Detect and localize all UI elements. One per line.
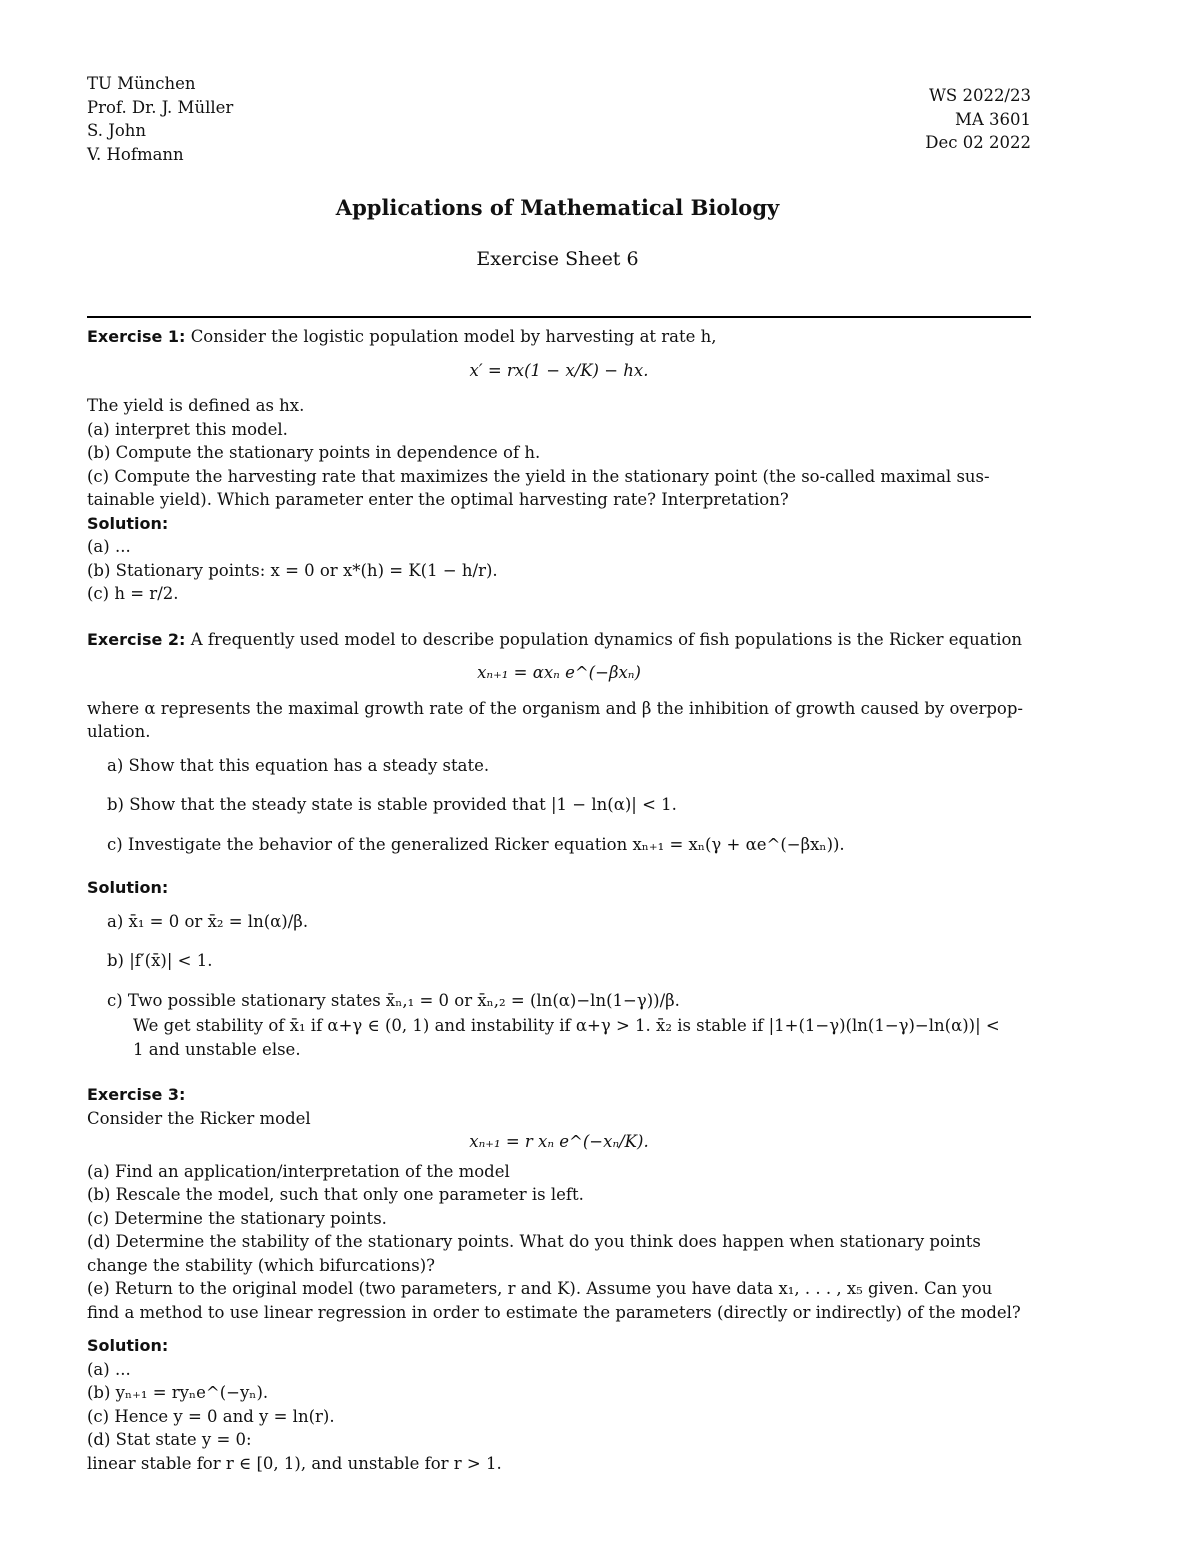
exercise-3-intro: Consider the Ricker model	[87, 1108, 311, 1128]
exercise-2-solution-item: b) |f′(x̄)| < 1.	[107, 951, 213, 970]
exercise-2-item: a) Show that this equation has a steady state.	[107, 755, 490, 775]
exercise-3-line: (a) Find an application/interpretation of the model	[87, 1161, 510, 1181]
exercise-1-solution-line: (b) Stationary points: x = 0 or x*(h) = K(1 − h/r).	[87, 560, 498, 580]
exercise-3-equation: xₙ₊₁ = r xₙ e^(−xₙ/K).	[469, 1132, 649, 1151]
exercise-content	[87, 325, 1031, 1475]
exercise-2-solution-item: a) x̄₁ = 0 or x̄₂ = ln(α)/β.	[107, 911, 309, 931]
exercise-2-heading: Exercise 2:	[87, 629, 186, 649]
exercise-2-solution-continued: 1 and unstable else.	[133, 1039, 301, 1059]
exercise-3-line: change the stability (which bifurcations)?	[87, 1255, 436, 1275]
exercise-3-heading: Exercise 3:	[87, 1085, 186, 1104]
exercise-3-solution-line: linear stable for r ∈ [0, 1), and unstable for r > 1.	[87, 1453, 502, 1473]
exercise-3-line: (b) Rescale the model, such that only one parameter is left.	[87, 1185, 584, 1204]
exercise-3-solution-line: (b) yₙ₊₁ = ryₙe^(−yₙ).	[87, 1383, 269, 1402]
exercise-1-intro	[87, 325, 1031, 349]
exercise-2-item: b) Show that the steady state is stable provided that |1 − ln(α)| < 1.	[107, 795, 677, 814]
exercise-3-solution-line: (c) Hence y = 0 and y = ln(r).	[87, 1406, 335, 1426]
exercise-2-solution-continued: We get stability of x̄₁ if α+γ ∈ (0, 1) and instability if α+γ > 1. x̄₂ is stable if |1+(1−γ)(ln(1−γ)−ln(α))| <	[133, 1016, 1000, 1035]
page-subtitle: Exercise Sheet 6	[476, 248, 639, 270]
header-left	[87, 72, 233, 166]
horizontal-rule	[87, 316, 1031, 318]
professor: Prof. Dr. J. Müller	[87, 97, 234, 117]
exercise-2-solution-item: c) Two possible stationary states x̄ₙ,₁ = 0 or x̄ₙ,₂ = (ln(α)−ln(1−γ))/β.	[107, 990, 680, 1010]
assistant-2: V. Hofmann	[87, 144, 184, 164]
exercise-1-line: The yield is defined as hx.	[87, 396, 305, 415]
exercise-1-solution-line: (c) h = r/2.	[87, 584, 179, 603]
exercise-1-solution-line: (a) ...	[87, 537, 131, 556]
exercise-1-line: (a) interpret this model.	[87, 419, 288, 439]
course-code: MA 3601	[954, 109, 1031, 129]
exercise-1-line: (b) Compute the stationary points in dependence of h.	[87, 443, 541, 462]
exercise-3-solution-line: (a) ...	[87, 1359, 131, 1379]
exercise-3-line: (d) Determine the stability of the stationary points. What do you think does happen when stationary points	[87, 1232, 981, 1251]
exercise-3-line: find a method to use linear regression in order to estimate the parameters (directly or indirectly) of the model?	[87, 1302, 1021, 1322]
exercise-3-line: (e) Return to the original model (two parameters, r and K). Assume you have data x₁, . . . , x₅ given. Can you	[87, 1279, 993, 1298]
date: Dec 02 2022	[925, 133, 1031, 152]
exercise-1-text: Consider the logistic population model by harvesting at rate h,	[190, 327, 717, 346]
exercise-2-intro	[87, 628, 1031, 652]
exercise-2-desc: ulation.	[87, 722, 151, 741]
header-right	[925, 84, 1031, 155]
exercise-2-desc: where α represents the maximal growth rate of the organism and β the inhibition of growth caused by overpop-	[87, 698, 1024, 718]
exercise-3-solution-line: (d) Stat state y = 0:	[87, 1430, 252, 1449]
exercise-2-equation: xₙ₊₁ = αxₙ e^(−βxₙ)	[477, 663, 641, 682]
page-title: Applications of Mathematical Biology	[335, 195, 780, 220]
assistant-1: S. John	[87, 121, 147, 140]
exercise-1-heading: Exercise 1:	[87, 327, 186, 346]
exercise-1-solution-heading: Solution:	[87, 513, 169, 533]
exercise-2-text: A frequently used model to describe population dynamics of fish populations is the Ricker equation	[190, 629, 1023, 649]
university: TU München	[87, 74, 196, 93]
exercise-1-equation: x′ = rx(1 − x/K) − hx.	[469, 360, 649, 380]
exercise-2-item: c) Investigate the behavior of the generalized Ricker equation xₙ₊₁ = xₙ(γ + αe^(−βxₙ)).	[107, 834, 845, 854]
exercise-2-solution-heading: Solution:	[87, 878, 169, 897]
exercise-1-line: (c) Compute the harvesting rate that maximizes the yield in the stationary point (the so-called maximal sus-	[87, 466, 990, 486]
semester: WS 2022/23	[928, 86, 1031, 105]
exercise-3-line: (c) Determine the stationary points.	[87, 1208, 387, 1228]
exercise-1-line: tainable yield). Which parameter enter the optimal harvesting rate? Interpretation?	[87, 490, 789, 509]
exercise-3-solution-heading: Solution:	[87, 1336, 169, 1355]
